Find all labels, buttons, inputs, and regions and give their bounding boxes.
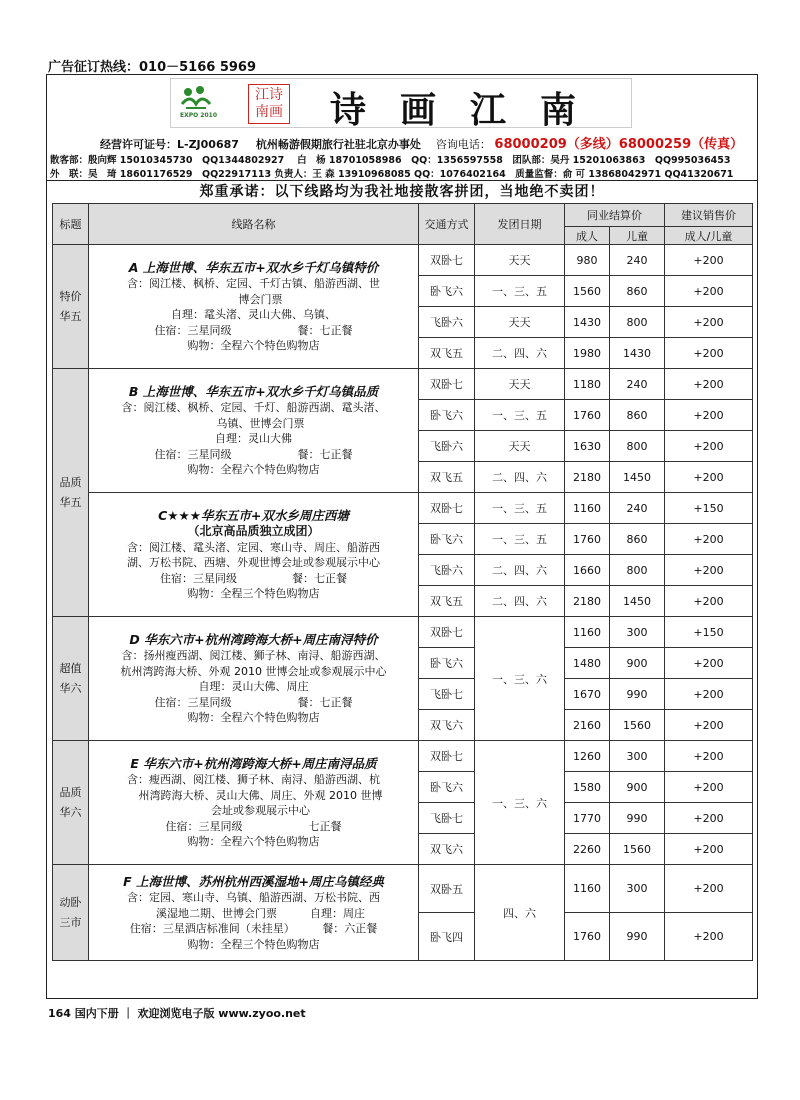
adult-price-cell: 1980 bbox=[565, 338, 610, 369]
adult-price-cell: 1630 bbox=[565, 431, 610, 462]
transport-cell: 双卧五 bbox=[419, 865, 475, 913]
category-pinzhi5: 品质华五 bbox=[53, 369, 89, 617]
adult-price-cell: 1560 bbox=[565, 276, 610, 307]
route-a-title: A 上海世博、华东五市+双水乡千灯乌镇特价 bbox=[128, 260, 379, 276]
route-d-line: 杭州湾跨海大桥、外观 2010 世博会址或参观展示中心 bbox=[120, 664, 387, 678]
retail-price-cell: +200 bbox=[665, 555, 753, 586]
child-price-cell: 300 bbox=[610, 865, 665, 913]
child-price-cell: 1560 bbox=[610, 710, 665, 741]
child-price-cell: 990 bbox=[610, 679, 665, 710]
route-f-line: 溪湿地二期、世博会门票 自理：周庄 bbox=[156, 906, 365, 920]
brand-seal bbox=[248, 84, 290, 124]
adult-price-cell: 1760 bbox=[565, 913, 610, 961]
retail-price-cell: +150 bbox=[665, 493, 753, 524]
header-trade-price: 同业结算价 bbox=[565, 204, 665, 227]
adult-price-cell: 1160 bbox=[565, 493, 610, 524]
child-price-cell: 240 bbox=[610, 245, 665, 276]
transport-cell: 卧飞四 bbox=[419, 913, 475, 961]
phone-label: 咨询电话： bbox=[435, 138, 491, 151]
child-price-cell: 300 bbox=[610, 741, 665, 772]
ad-hotline: 广告征订热线：010－5166 5969 bbox=[48, 60, 257, 75]
retail-price-cell: +200 bbox=[665, 400, 753, 431]
child-price-cell: 800 bbox=[610, 431, 665, 462]
child-price-cell: 990 bbox=[610, 913, 665, 961]
child-price-cell: 900 bbox=[610, 772, 665, 803]
header-transport: 交通方式 bbox=[419, 204, 475, 245]
adult-price-cell: 1480 bbox=[565, 648, 610, 679]
retail-price-cell: +200 bbox=[665, 913, 753, 961]
route-a-line: 购物：全程六个特色购物店 bbox=[187, 339, 320, 353]
expo-label: EXPO 2010 bbox=[180, 112, 218, 119]
seal-line-2: 南画 bbox=[255, 104, 283, 120]
adult-price-cell: 980 bbox=[565, 245, 610, 276]
retail-price-cell: +200 bbox=[665, 276, 753, 307]
transport-cell: 飞卧七 bbox=[419, 679, 475, 710]
departure-cell: 天天 bbox=[475, 369, 565, 400]
retail-price-cell: +200 bbox=[665, 245, 753, 276]
route-b-line: 自理：灵山大佛 bbox=[215, 432, 292, 446]
route-a-line: 住宿：三星同级 餐：七正餐 bbox=[154, 323, 353, 337]
adult-price-cell: 1760 bbox=[565, 400, 610, 431]
retail-price-cell: +200 bbox=[665, 307, 753, 338]
route-f-title: F 上海世博、苏州杭州西溪湿地+周庄乌镇经典 bbox=[123, 874, 384, 889]
table-row bbox=[53, 741, 753, 772]
contacts-row-2: 外 联：吴 琦 18601176529 QQ22917113 负责人：王 森 13910968085 QQ：1076402164 质量监督：俞 可 13868042971 QQ41320671 bbox=[50, 169, 734, 180]
child-price-cell: 860 bbox=[610, 276, 665, 307]
route-c-title: C★★★华东五市+双水乡周庄西塘 bbox=[158, 508, 349, 524]
adult-price-cell: 2180 bbox=[565, 586, 610, 617]
transport-cell: 双卧七 bbox=[419, 617, 475, 648]
child-price-cell: 800 bbox=[610, 307, 665, 338]
route-e-line: 住宿：三星同级 七正餐 bbox=[165, 819, 342, 833]
adult-price-cell: 2160 bbox=[565, 710, 610, 741]
header-adult-child: 成人/儿童 bbox=[665, 227, 753, 245]
header-departure: 发团日期 bbox=[475, 204, 565, 245]
departure-cell: 一、三、五 bbox=[475, 400, 565, 431]
route-e-title: E 华东六市+杭州湾跨海大桥+周庄南浔品质 bbox=[130, 756, 377, 772]
retail-price-cell: +200 bbox=[665, 431, 753, 462]
adult-price-cell: 1770 bbox=[565, 803, 610, 834]
transport-cell: 飞卧七 bbox=[419, 803, 475, 834]
retail-price-cell: +200 bbox=[665, 710, 753, 741]
transport-cell: 双卧七 bbox=[419, 369, 475, 400]
departure-cell: 一、三、六 bbox=[475, 741, 565, 865]
contacts-row-1: 散客部：殷向辉 15010345730 QQ1344802927 白 杨 18701058986 QQ：1356597558 团队部：吴丹 15201063863 QQ995036453 bbox=[50, 155, 731, 166]
route-c-desc bbox=[89, 493, 419, 617]
retail-price-cell: +200 bbox=[665, 586, 753, 617]
child-price-cell: 240 bbox=[610, 369, 665, 400]
departure-cell: 天天 bbox=[475, 307, 565, 338]
table-row bbox=[53, 493, 753, 524]
departure-cell: 二、四、六 bbox=[475, 462, 565, 493]
route-c-line: 湖、万松书院、西塘、外观世博会址或参观展示中心 bbox=[127, 556, 380, 570]
departure-cell: 一、三、五 bbox=[475, 493, 565, 524]
route-b-line: 含：阅江楼、枫桥、定园、千灯、船游西湖、鼋头渚、 bbox=[121, 401, 386, 415]
departure-cell: 天天 bbox=[475, 245, 565, 276]
retail-price-cell: +200 bbox=[665, 462, 753, 493]
table-row bbox=[53, 245, 753, 276]
transport-cell: 卧飞六 bbox=[419, 524, 475, 555]
header-retail-price: 建议销售价 bbox=[665, 204, 753, 227]
retail-price-cell: +200 bbox=[665, 803, 753, 834]
adult-price-cell: 1160 bbox=[565, 617, 610, 648]
route-a-line: 含：阅江楼、枫桥、定园、千灯古镇、船游西湖、世 bbox=[127, 277, 380, 291]
route-a-line: 自理：鼋头渚、灵山大佛、乌镇、 bbox=[171, 308, 336, 322]
adult-price-cell: 1580 bbox=[565, 772, 610, 803]
transport-cell: 卧飞六 bbox=[419, 400, 475, 431]
route-b-desc bbox=[89, 369, 419, 493]
route-f-desc bbox=[89, 865, 419, 961]
route-e-line: 购物：全程六个特色购物店 bbox=[187, 835, 320, 849]
route-f-line: 购物：全程三个特色购物店 bbox=[187, 937, 320, 951]
category-pinzhi6: 品质华六 bbox=[53, 741, 89, 865]
departure-cell: 天天 bbox=[475, 431, 565, 462]
transport-cell: 飞卧六 bbox=[419, 431, 475, 462]
adult-price-cell: 2260 bbox=[565, 834, 610, 865]
departure-cell: 二、四、六 bbox=[475, 338, 565, 369]
route-d-line: 含：扬州瘦西湖、阅江楼、狮子林、南浔、船游西湖、 bbox=[121, 649, 386, 663]
adult-price-cell: 1160 bbox=[565, 865, 610, 913]
header-category: 标题 bbox=[53, 204, 89, 245]
departure-cell: 四、六 bbox=[475, 865, 565, 961]
adult-price-cell: 2180 bbox=[565, 462, 610, 493]
brand-title: 诗画江南 bbox=[330, 89, 611, 131]
retail-price-cell: +200 bbox=[665, 369, 753, 400]
seal-line-1: 江诗 bbox=[255, 87, 283, 103]
route-b-title: B 上海世博、华东五市+双水乡千灯乌镇品质 bbox=[128, 384, 379, 400]
retail-price-cell: +150 bbox=[665, 617, 753, 648]
departure-cell: 一、三、五 bbox=[475, 276, 565, 307]
child-price-cell: 860 bbox=[610, 524, 665, 555]
child-price-cell: 240 bbox=[610, 493, 665, 524]
adult-price-cell: 1660 bbox=[565, 555, 610, 586]
route-e-line: 含：瘦西湖、阅江楼、狮子林、南浔、船游西湖、杭 bbox=[127, 773, 380, 787]
retail-price-cell: +200 bbox=[665, 772, 753, 803]
retail-price-cell: +200 bbox=[665, 648, 753, 679]
table-row bbox=[53, 865, 753, 913]
retail-price-cell: +200 bbox=[665, 338, 753, 369]
header-adult: 成人 bbox=[565, 227, 610, 245]
transport-cell: 双飞五 bbox=[419, 462, 475, 493]
retail-price-cell: +200 bbox=[665, 741, 753, 772]
transport-cell: 双飞五 bbox=[419, 338, 475, 369]
table-row bbox=[53, 369, 753, 400]
retail-price-cell: +200 bbox=[665, 865, 753, 913]
child-price-cell: 900 bbox=[610, 648, 665, 679]
page-footer: 164 国内下册 ｜ 欢迎浏览电子版 www.zyoo.net bbox=[48, 1007, 306, 1020]
adult-price-cell: 1180 bbox=[565, 369, 610, 400]
route-a-line: 博会门票 bbox=[238, 292, 283, 306]
promise-banner: 郑重承诺：以下线路均为我社地接散客拼团，当地绝不卖团！ bbox=[46, 180, 758, 202]
route-e-line: 州湾跨海大桥、灵山大佛、周庄、外观 2010 世博 bbox=[138, 788, 383, 802]
route-price-table bbox=[52, 203, 753, 961]
route-a-desc bbox=[89, 245, 419, 369]
route-d-desc bbox=[89, 617, 419, 741]
transport-cell: 双飞六 bbox=[419, 834, 475, 865]
license-number: 经营许可证号：L-ZJ00687 bbox=[100, 138, 239, 151]
route-b-line: 购物：全程六个特色购物店 bbox=[187, 463, 320, 477]
child-price-cell: 990 bbox=[610, 803, 665, 834]
retail-price-cell: +200 bbox=[665, 524, 753, 555]
adult-price-cell: 1430 bbox=[565, 307, 610, 338]
child-price-cell: 1450 bbox=[610, 462, 665, 493]
transport-cell: 双卧七 bbox=[419, 741, 475, 772]
route-c-line: 住宿：三星同级 餐：七正餐 bbox=[160, 571, 347, 585]
route-b-line: 乌镇、世博会门票 bbox=[216, 416, 305, 430]
transport-cell: 双飞六 bbox=[419, 710, 475, 741]
departure-cell: 二、四、六 bbox=[475, 555, 565, 586]
route-e-line: 会址或参观展示中心 bbox=[211, 804, 310, 818]
adult-price-cell: 1760 bbox=[565, 524, 610, 555]
child-price-cell: 800 bbox=[610, 555, 665, 586]
route-f-line: 含：定园、寒山寺、乌镇、船游西湖、万松书院、西 bbox=[127, 891, 380, 904]
header-route: 线路名称 bbox=[89, 204, 419, 245]
adult-price-cell: 1260 bbox=[565, 741, 610, 772]
transport-cell: 双飞五 bbox=[419, 586, 475, 617]
child-price-cell: 1560 bbox=[610, 834, 665, 865]
transport-cell: 卧飞六 bbox=[419, 648, 475, 679]
route-b-line: 住宿：三星同级 餐：七正餐 bbox=[154, 447, 353, 461]
transport-cell: 双卧七 bbox=[419, 245, 475, 276]
category-chaozhi6: 超值华六 bbox=[53, 617, 89, 741]
transport-cell: 卧飞六 bbox=[419, 772, 475, 803]
child-price-cell: 860 bbox=[610, 400, 665, 431]
route-d-title: D 华东六市+杭州湾跨海大桥+周庄南浔特价 bbox=[129, 632, 378, 648]
transport-cell: 双卧七 bbox=[419, 493, 475, 524]
route-c-subtitle: （北京高品质独立成团） bbox=[187, 524, 320, 539]
route-d-line: 购物：全程六个特色购物店 bbox=[187, 711, 320, 725]
agency-name: 杭州畅游假期旅行社驻北京办事处 bbox=[255, 138, 421, 151]
header-child: 儿童 bbox=[610, 227, 665, 245]
transport-cell: 飞卧六 bbox=[419, 307, 475, 338]
adult-price-cell: 1670 bbox=[565, 679, 610, 710]
route-d-line: 自理：灵山大佛、周庄 bbox=[198, 680, 309, 694]
transport-cell: 卧飞六 bbox=[419, 276, 475, 307]
retail-price-cell: +200 bbox=[665, 679, 753, 710]
retail-price-cell: +200 bbox=[665, 834, 753, 865]
table-row bbox=[53, 617, 753, 648]
departure-cell: 一、三、五 bbox=[475, 524, 565, 555]
category-tejia5: 特价华五 bbox=[53, 245, 89, 369]
child-price-cell: 1430 bbox=[610, 338, 665, 369]
child-price-cell: 1450 bbox=[610, 586, 665, 617]
route-e-desc bbox=[89, 741, 419, 865]
route-f-line: 住宿：三星酒店标准间（未挂星） 餐：六正餐 bbox=[129, 922, 378, 935]
route-c-line: 购物：全程三个特色购物店 bbox=[187, 587, 320, 601]
license-row bbox=[100, 133, 743, 152]
category-dongwo3: 动卧三市 bbox=[53, 865, 89, 961]
departure-cell: 二、四、六 bbox=[475, 586, 565, 617]
phone-number: 68000209（多线）68000259（传真） bbox=[494, 137, 744, 152]
child-price-cell: 300 bbox=[610, 617, 665, 648]
route-c-line: 含：阅江楼、鼋头渚、定园、寒山寺、周庄、船游西 bbox=[127, 540, 380, 554]
departure-cell: 一、三、六 bbox=[475, 617, 565, 741]
transport-cell: 飞卧六 bbox=[419, 555, 475, 586]
route-d-line: 住宿：三星同级 餐：七正餐 bbox=[154, 695, 353, 709]
